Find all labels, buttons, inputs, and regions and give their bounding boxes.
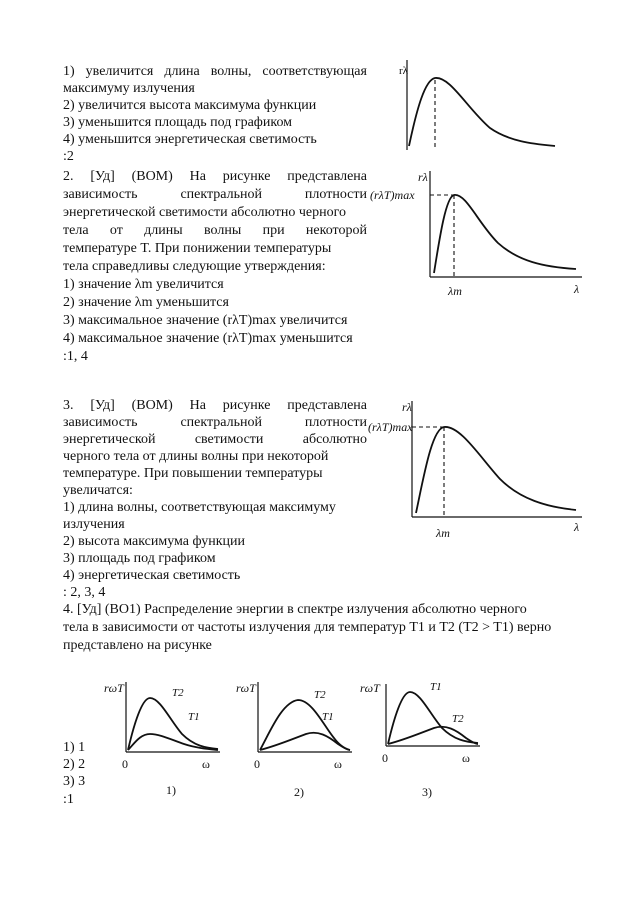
q3-l2-w1: энергетической [63, 432, 156, 447]
q3-h-w1: 3. [63, 398, 74, 413]
q1-line-1 [63, 63, 367, 80]
q2-line-2: энергетической светимости абсолютно черного [63, 205, 346, 220]
q1-line-1-w5: соответствующая [262, 64, 367, 79]
q3-h-w5: рисунке [222, 398, 271, 413]
q3-line-2 [63, 431, 367, 448]
q2-l3-w4: волны [204, 223, 242, 238]
q2-l3-w6: некоторой [305, 223, 367, 238]
q2-h-w2: [Уд] [90, 169, 115, 184]
q3-l1-w1: зависимость [63, 415, 138, 430]
q2-h-w5: рисунке [222, 169, 271, 184]
q2-l3-w3: длины [144, 223, 183, 238]
q4-p2-upper-label: T2 [314, 689, 326, 701]
q3-xlabel: λ [574, 520, 580, 534]
q2-l3-w2: от [109, 223, 123, 238]
q3-h-w6: представлена [287, 398, 367, 413]
q1-line-4: 3) уменьшится площадь под графиком [63, 115, 293, 130]
q3-h-w3: (ВОМ) [131, 398, 173, 413]
q3-l2-w2: светимости [194, 432, 264, 447]
q4-p1-caption: 1) [166, 783, 176, 797]
q3-option-1-cont: излучения [63, 517, 125, 532]
q1-line-1-w4: волны, [210, 64, 252, 79]
q1-line-1-w1: 1) [63, 64, 75, 79]
q4-line-3: представлено на рисунке [63, 638, 212, 653]
q4-panel-2 [228, 676, 358, 816]
q2-option-3: 3) максимальное значение (rλT)max увеличится [63, 313, 348, 328]
q3-figure [368, 395, 588, 550]
q2-l1-w2: спектральной [180, 187, 262, 202]
q1-answer: :2 [63, 149, 74, 164]
q2-h-w1: 2. [63, 169, 74, 184]
q1-ylabel: rλ [399, 65, 408, 77]
q2-header [63, 168, 367, 185]
q4-p1-upper-label: T2 [172, 687, 184, 699]
q2-ymax-label: (rλT)max [370, 188, 415, 202]
q4-p2-xlabel: ω [334, 757, 342, 771]
q4-p3-lower-label: T2 [452, 713, 464, 725]
q3-option-4: 4) энергетическая светимость [63, 568, 241, 583]
q3-line-4: температуре. При повышении температуры [63, 466, 323, 481]
q3-h-w2: [Уд] [90, 398, 115, 413]
q2-option-2: 2) значение λm уменьшится [63, 295, 229, 310]
q3-ylabel: rλ [402, 400, 412, 414]
q2-l1-w3: плотности [304, 187, 367, 202]
q2-ylabel: rλ [418, 170, 428, 184]
q3-line-1 [63, 414, 367, 431]
q3-l2-w3: абсолютно [302, 432, 367, 447]
q4-p1-origin: 0 [122, 757, 128, 771]
q4-p2-caption: 2) [294, 785, 304, 799]
q4-option-2: 2) 2 [63, 757, 86, 772]
q4-p2-origin: 0 [254, 757, 260, 771]
q3-line-3: черного тела от длины волны при некоторой [63, 449, 329, 464]
q2-xlabel: λ [574, 282, 580, 296]
q4-p3-origin: 0 [382, 751, 388, 765]
q2-l3-w1: тела [63, 223, 89, 238]
q1-line-1-w2: увеличится [85, 64, 154, 79]
q2-l3-w5: при [262, 223, 285, 238]
q4-p2-ylabel: rωT [236, 681, 256, 695]
q4-p1-lower-label: T1 [188, 711, 200, 723]
q2-h-w3: (ВОМ) [131, 169, 173, 184]
q1-line-1-w3: длина [164, 64, 200, 79]
q3-ymax-label: (rλT)max [368, 420, 413, 434]
q3-l1-w2: спектральной [180, 415, 262, 430]
q2-line-4: температуре T. При понижении температуры [63, 241, 332, 256]
q3-line-5: увеличатся: [63, 483, 133, 498]
q3-option-1: 1) длина волны, соответствующая максимуму [63, 500, 336, 515]
q2-line-3 [63, 222, 367, 239]
q4-p3-upper-label: T1 [430, 681, 442, 693]
q1-curve [409, 78, 555, 146]
q4-line-2: тела в зависимости от частоты излучения для температур T1 и T2 (T2 > T1) верно [63, 620, 552, 635]
q2-l1-w1: зависимость [63, 187, 138, 202]
q3-curve [416, 427, 576, 513]
q1-figure [395, 58, 575, 156]
q4-option-1: 1) 1 [63, 740, 86, 755]
q3-answer: : 2, 3, 4 [63, 585, 106, 600]
q4-option-3: 3) 3 [63, 774, 86, 789]
q2-line-1 [63, 186, 367, 203]
q4-p3-caption: 3) [422, 785, 432, 799]
q2-h-w4: На [189, 169, 206, 184]
q4-answer: :1 [63, 792, 74, 807]
q1-line-2: максимуму излучения [63, 81, 195, 96]
q2-h-w6: представлена [287, 169, 367, 184]
q2-peak-label: λm [448, 284, 462, 298]
q2-answer: :1, 4 [63, 349, 88, 364]
q3-h-w4: На [189, 398, 206, 413]
q4-line-1: 4. [Уд] (ВО1) Распределение энергии в спектре излучения абсолютно черного [63, 602, 527, 617]
q3-peak-label: λm [436, 526, 450, 540]
q1-line-3: 2) увеличится высота максимума функции [63, 98, 317, 113]
q1-line-5: 4) уменьшится энергетическая светимость [63, 132, 317, 147]
q2-line-5: тела справедливы следующие утверждения: [63, 259, 326, 274]
q2-option-4: 4) максимальное значение (rλT)max уменьшится [63, 331, 353, 346]
q4-panel-1 [96, 676, 226, 816]
q4-panel-3 [356, 670, 486, 816]
q4-p3-ylabel: rωT [360, 681, 380, 695]
q4-p1-curve-upper [128, 698, 218, 750]
q3-option-3: 3) площадь под графиком [63, 551, 216, 566]
q3-option-2: 2) высота максимума функции [63, 534, 245, 549]
q4-p2-lower-label: T1 [322, 711, 334, 723]
q2-curve [434, 195, 576, 273]
q4-p3-xlabel: ω [462, 751, 470, 765]
q4-p1-ylabel: rωT [104, 681, 124, 695]
q2-figure [368, 165, 588, 315]
q4-p1-xlabel: ω [202, 757, 210, 771]
q4-p1-curve-lower [128, 734, 218, 750]
q2-option-1: 1) значение λm увеличится [63, 277, 224, 292]
q3-header [63, 397, 367, 414]
q3-l1-w3: плотности [304, 415, 367, 430]
